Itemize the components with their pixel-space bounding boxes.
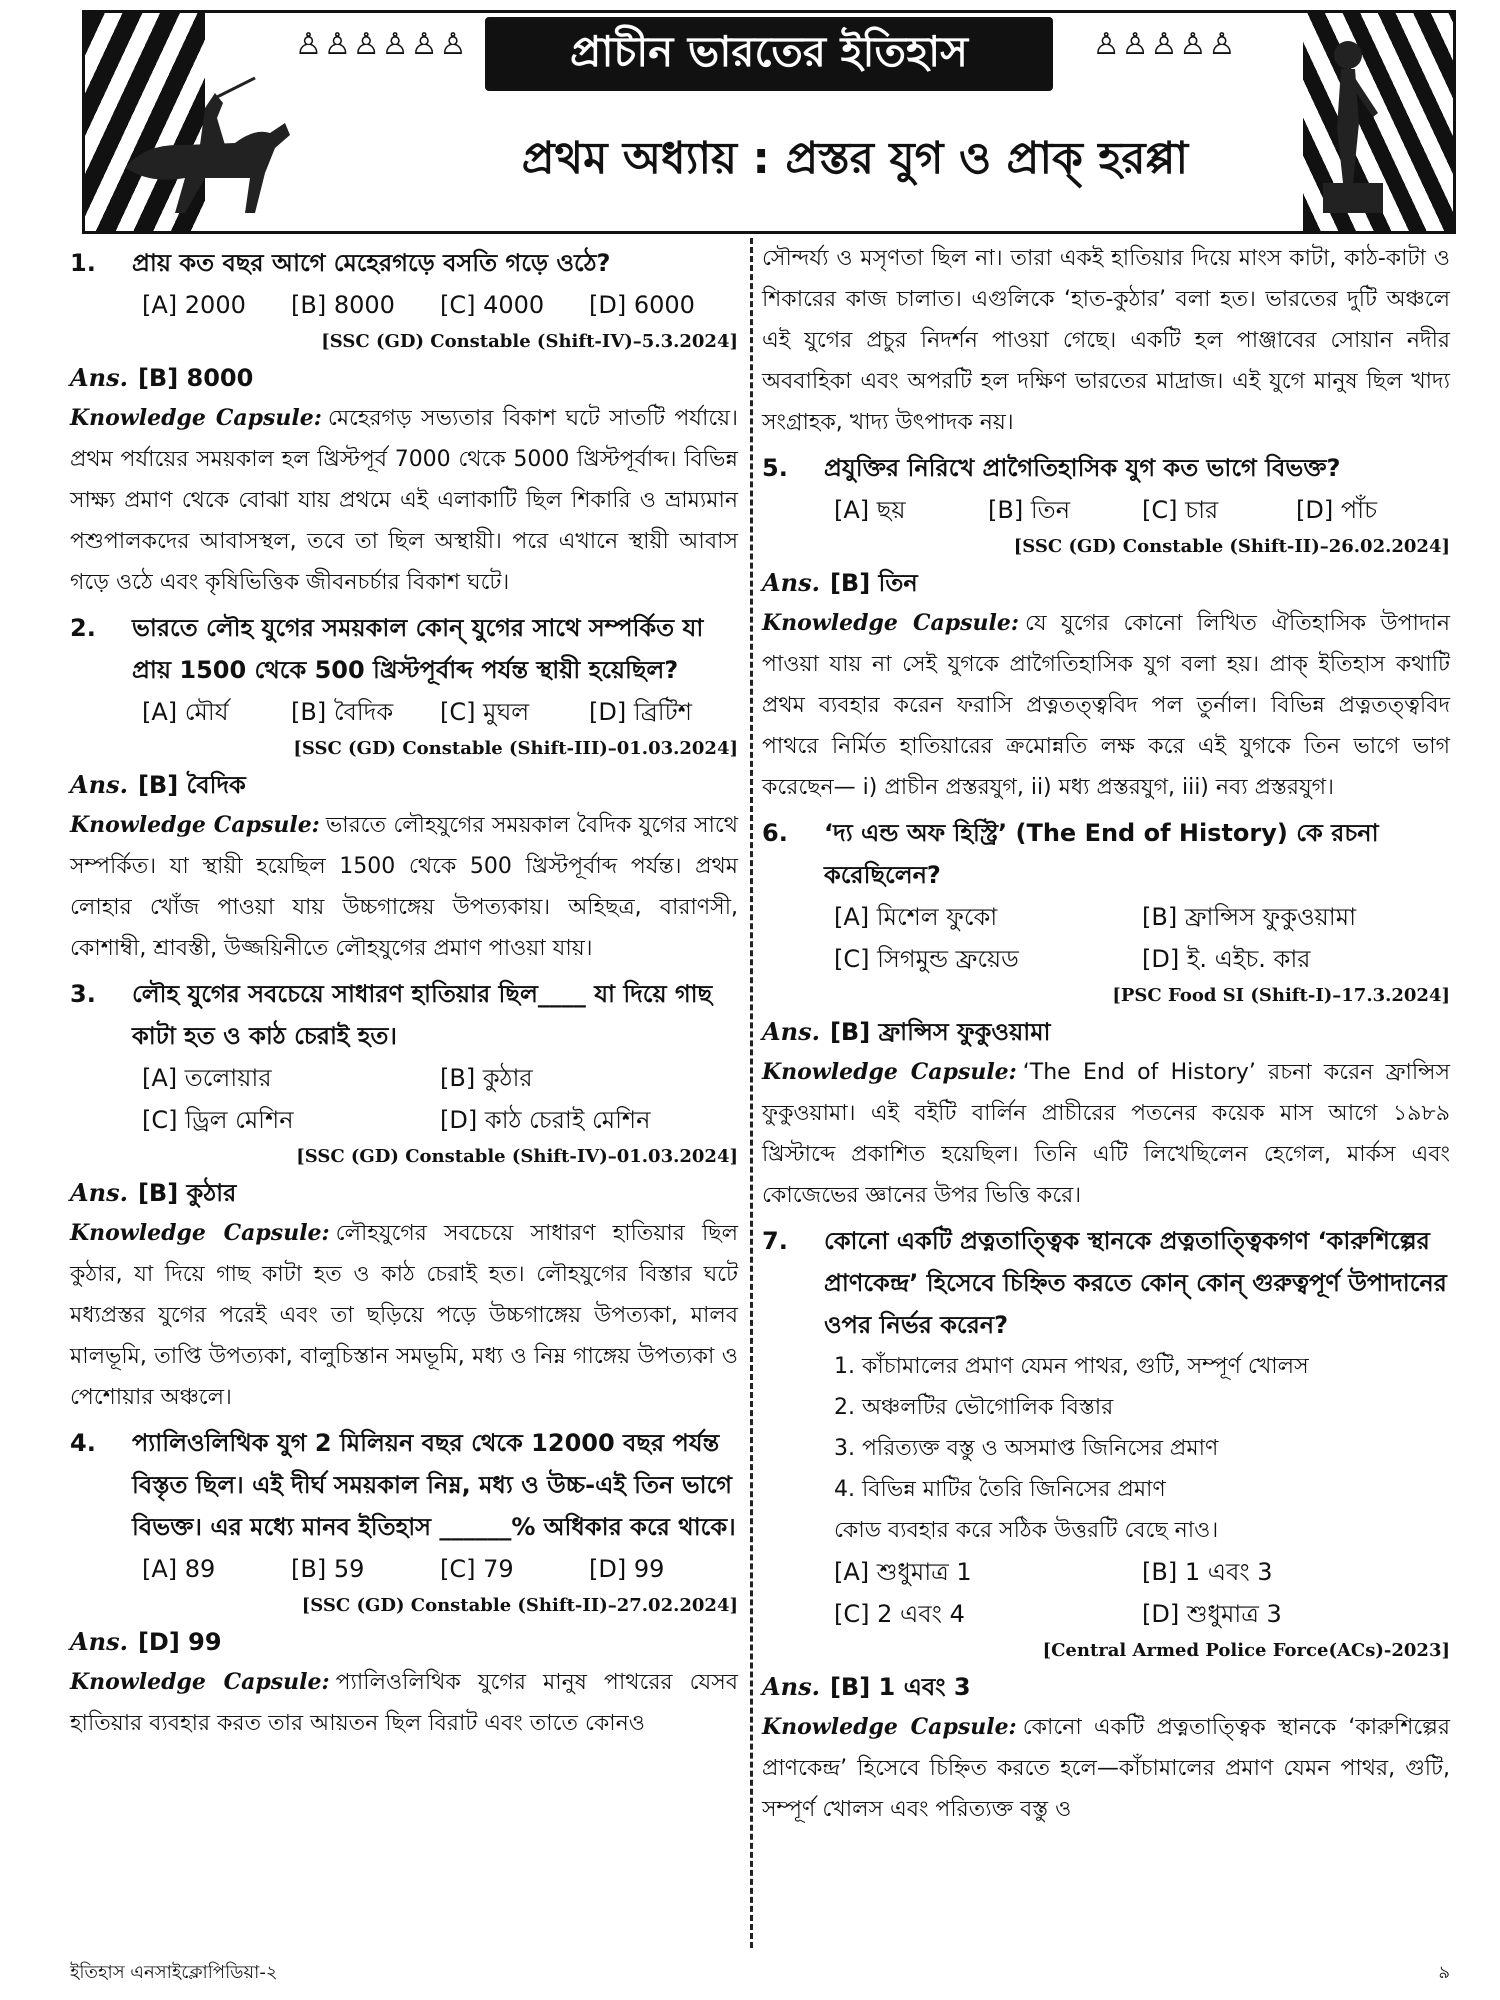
source-5: [SSC (GD) Constable (Shift-II)–26.02.2024] <box>1013 536 1450 557</box>
question-text: প্রযুক্তির নিরিখে প্রাগৈতিহাসিক যুগ কত ভাগে বিভক্ত? <box>824 454 1341 482</box>
statement-2: 2. অঞ্চলটির ভৌগোলিক বিস্তার <box>834 1395 1114 1420</box>
answer-2: Ans. [B] বৈদিক <box>70 770 246 799</box>
option-d: [D] কাঠ চেরাই মেশিন <box>440 1106 651 1134</box>
option-d: [D] ব্রিটিশ <box>589 698 692 726</box>
options-2 <box>142 691 738 733</box>
knowledge-capsule-4: Knowledge Capsule: প্যালিওলিথিক যুগের মানুষ পাথরের যেসব হাতিয়ার ব্যবহার করত তার আয়তন ছিল বিরাট এবং তাতে কোনও <box>70 1669 738 1736</box>
option-a: [A] মৌর্য <box>142 698 229 726</box>
options-5 <box>834 489 1450 531</box>
left-column <box>70 238 738 1948</box>
option-d: [D] পাঁচ <box>1296 496 1378 524</box>
options-6 <box>834 896 1450 980</box>
statement-4: 4. বিভিন্ন মাটির তৈরি জিনিসের প্রমাণ <box>834 1477 1166 1502</box>
knowledge-capsule-2: Knowledge Capsule: ভারতে লৌহযুগের সময়কাল বৈদিক যুগের সাথে সম্পর্কিত। যা স্থায়ী হয়েছিল 1500 থেকে 500 খ্রিস্টপূর্বাব্দ পর্যন্ত। প্রথম লোহার খোঁজ পাওয়া যায় উচ্চগাঙ্গেয় উপত্যকায়। অহিছত্র, বারাণসী, কোশাম্বী, শ্রাবস্তী, উজ্জয়িনীতে লৌহযুগের প্রমাণ পাওয়া যায়। <box>70 812 738 961</box>
question-text: লৌহ যুগের সবচেয়ে সাধারণ হাতিয়ার ছিল____ যা দিয়ে গাছ কাটা হত ও কাঠ চেরাই হত। <box>132 980 713 1050</box>
knowledge-capsule-4-continued: সৌন্দর্য্য ও মসৃণতা ছিল না। তারা একই হাতিয়ার দিয়ে মাংস কাটা, কাঠ-কাটা ও শিকারের কাজ চালাত। এগুলিকে ‘হাত-কুঠার’ বলা হত। ভারতের দুটি অঞ্চলে এই যুগের প্রচুর নিদর্শন পাওয়া গেছে। একটি হল পাঞ্জাবের সোয়ান নদীর অববাহিকা এবং অপরটি হল দক্ষিণ ভারতের মাদ্রাজ। এই যুগে মানুষ ছিল খাদ্য সংগ্রাহক, খাদ্য উৎপাদক নয়। <box>762 246 1450 435</box>
option-c: [C] 2 এবং 4 <box>834 1600 965 1628</box>
column-divider <box>750 238 753 1948</box>
statements-7 <box>834 1346 1450 1551</box>
source-3: [SSC (GD) Constable (Shift-IV)–01.03.2024] <box>296 1146 738 1167</box>
option-c: [C] ড্রিল মেশিন <box>142 1106 294 1134</box>
option-a: [A] 89 <box>142 1555 216 1583</box>
option-a: [A] 2000 <box>142 291 246 319</box>
question-text: ‘দ্য এন্ড অফ হিস্ট্রি’ (The End of History) কে রচনা করেছিলেন? <box>824 819 1379 889</box>
question-6: 6. ‘দ্য এন্ড অফ হিস্ট্রি’ (The End of History) কে রচনা করেছিলেন? <box>762 812 1450 896</box>
option-a: [A] ছয় <box>834 496 906 524</box>
option-a: [A] শুধুমাত্র 1 <box>834 1558 972 1586</box>
source-6: [PSC Food SI (Shift-I)–17.3.2024] <box>1112 985 1450 1006</box>
page-footer <box>70 1958 1450 1989</box>
option-b: [B] 1 এবং 3 <box>1142 1558 1273 1586</box>
options-1 <box>142 284 738 326</box>
question-7: 7. কোনো একটি প্রত্নতাত্ত্বিক স্থানকে প্রত্নতাত্ত্বিকগণ ‘কারুশিল্পের প্রাণকেন্দ্র’ হিসেবে চিহ্নিত করতে কোন্ কোন্ গুরুত্বপূর্ণ উপাদানের ওপর নির্ভর করেন? <box>762 1220 1450 1346</box>
knowledge-capsule-7: Knowledge Capsule: কোনো একটি প্রত্নতাত্ত্বিক স্থানকে ‘কারুশিল্পের প্রাণকেন্দ্র’ হিসেবে চিহ্নিত করতে হলে—কাঁচামালের প্রমাণ যেমন পাথর, গুটি, সম্পূর্ণ খোলস এবং পরিত্যক্ত বস্তু ও <box>762 1714 1450 1822</box>
option-c: [C] 4000 <box>440 291 545 319</box>
question-text: ভারতে লৌহ যুগের সময়কাল কোন্ যুগের সাথে সম্পর্কিত যা প্রায় 1500 থেকে 500 খ্রিস্টপূর্বাব্দ পর্যন্ত স্থায়ী হয়েছিল? <box>132 614 704 684</box>
option-d: [D] শুধুমাত্র 3 <box>1142 1600 1282 1628</box>
answer-4: Ans. [D] 99 <box>70 1627 222 1656</box>
option-a: [A] মিশেল ফুকো <box>834 903 998 931</box>
chapter-title: প্রথম অধ্যায় : প্রস্তর যুগ ও প্রাক্ হরপ্পা <box>521 132 1189 184</box>
answer-6: Ans. [B] ফ্রান্সিস ফুকুওয়ামা <box>762 1017 1051 1046</box>
banner-title: প্রাচীন ভারতের ইতিহাস <box>485 17 1053 91</box>
option-d: [D] 99 <box>589 1555 665 1583</box>
option-c: [C] 79 <box>440 1555 514 1583</box>
option-c: [C] চার <box>1142 496 1219 524</box>
page-number: ৯ <box>1438 1962 1450 1983</box>
option-b: [B] ফ্রান্সিস ফুকুওয়ামা <box>1142 903 1357 931</box>
answer-5: Ans. [B] তিন <box>762 568 918 597</box>
options-3 <box>142 1057 738 1141</box>
option-c: [C] সিগমুন্ড ফ্রয়েড <box>834 945 1019 973</box>
options-4 <box>142 1548 738 1590</box>
option-b: [B] বৈদিক <box>291 698 394 726</box>
option-b: [B] তিন <box>988 496 1071 524</box>
chapter-banner <box>82 10 1456 234</box>
source-7: [Central Armed Police Force(ACs)-2023] <box>1042 1640 1450 1661</box>
horse-rider-illustration <box>105 73 305 223</box>
question-text: প্যালিওলিথিক যুগ 2 মিলিয়ন বছর থেকে 12000 বছর পর্যন্ত বিস্তৃত ছিল। এই দীর্ঘ সময়কাল নিম্ন, মধ্য ও উচ্চ-এই তিন ভাগে বিভক্ত। এর মধ্যে মানব ইতিহাস ______% অধিকার করে থাকে। <box>132 1429 736 1541</box>
knowledge-capsule-5: Knowledge Capsule: যে যুগের কোনো লিখিত ঐতিহাসিক উপাদান পাওয়া যায় না সেই যুগকে প্রাগৈতিহাসিক যুগ বলা হয়। প্রাক্ ইতিহাস কথাটি প্রথম ব্যবহার করেন ফরাসি প্রত্নতত্ত্ববিদ পল তুর্নাল। বিভিন্ন প্রত্নতত্ত্ববিদ পাথরে নির্মিত হাতিয়ারের ক্রমোন্নতি লক্ষ করে এই যুগকে তিন ভাগে ভাগ করেছেন— i) প্রাচীন প্রস্তরযুগ, ii) মধ্য প্রস্তরযুগ, iii) নব্য প্রস্তরযুগ। <box>762 610 1450 800</box>
option-b: [B] 8000 <box>291 291 395 319</box>
code-instruction: কোড ব্যবহার করে সঠিক উত্তরটি বেছে নাও। <box>834 1518 1219 1543</box>
question-3: 3. লৌহ যুগের সবচেয়ে সাধারণ হাতিয়ার ছিল____ যা দিয়ে গাছ কাটা হত ও কাঠ চেরাই হত। <box>70 973 738 1057</box>
statement-3: 3. পরিত্যক্ত বস্তু ও অসমাপ্ত জিনিসের প্রমাণ <box>834 1436 1219 1461</box>
question-5: 5. প্রযুক্তির নিরিখে প্রাগৈতিহাসিক যুগ কত ভাগে বিভক্ত? <box>762 447 1450 489</box>
knowledge-capsule-6: Knowledge Capsule: ‘The End of History’ রচনা করেন ফ্রান্সিস ফুকুওয়ামা। এই বইটি বার্লিন প্রাচীরের পতনের কয়েক মাস আগে ১৯৮৯ খ্রিস্টাব্দে প্রকাশিত হয়েছিল। তিনি এটি লিখেছিলেন হেগেল, মার্কস এবং কোজেভের জ্ঞানের উপর ভিত্তি করে। <box>762 1059 1450 1208</box>
source-4: [SSC (GD) Constable (Shift-II)–27.02.2024] <box>301 1595 738 1616</box>
soldiers-illustration-right: ♙♙♙♙♙ <box>1092 27 1238 62</box>
option-d: [D] ই. এইচ. কার <box>1142 945 1311 973</box>
option-c: [C] মুঘল <box>440 698 530 726</box>
statement-1: 1. কাঁচামালের প্রমাণ যেমন পাথর, গুটি, সম্পূর্ণ খোলস <box>834 1354 1309 1379</box>
answer-7: Ans. [B] 1 এবং 3 <box>762 1672 971 1701</box>
soldiers-illustration-left: ♙♙♙♙♙♙ <box>295 27 469 62</box>
book-title: ইতিহাস এনসাইক্লোপিডিয়া-২ <box>70 1962 278 1983</box>
question-1: 1. প্রায় কত বছর আগে মেহেরগড়ে বসতি গড়ে ওঠে? <box>70 242 738 284</box>
question-text: প্রায় কত বছর আগে মেহেরগড়ে বসতি গড়ে ওঠে? <box>132 249 611 277</box>
options-7 <box>834 1551 1450 1635</box>
option-b: [B] 59 <box>291 1555 365 1583</box>
option-d: [D] 6000 <box>589 291 695 319</box>
question-2: 2. ভারতে লৌহ যুগের সময়কাল কোন্ যুগের সাথে সম্পর্কিত যা প্রায় 1500 থেকে 500 খ্রিস্টপূর্বাব্দ পর্যন্ত স্থায়ী হয়েছিল? <box>70 607 738 691</box>
knowledge-capsule-3: Knowledge Capsule: লৌহযুগের সবচেয়ে সাধারণ হাতিয়ার ছিল কুঠার, যা দিয়ে গাছ কাটা হত ও কাঠ চেরাই হত। লৌহযুগের বিস্তার ঘটে মধ্যপ্রস্তর যুগের পরেই এবং তা ছড়িয়ে পড়ে উচ্চগাঙ্গেয় উপত্যকা, মালব মালভূমি, তাপ্তি উপত্যকা, বালুচিস্তান সমভূমি, মধ্য ও নিম্ন গাঙ্গেয় উপত্যকা ও পেশোয়ার অঞ্চলে। <box>70 1220 738 1410</box>
option-b: [B] কুঠার <box>440 1064 533 1092</box>
answer-3: Ans. [B] কুঠার <box>70 1178 237 1207</box>
option-a: [A] তলোয়ার <box>142 1064 272 1092</box>
question-text: কোনো একটি প্রত্নতাত্ত্বিক স্থানকে প্রত্নতাত্ত্বিকগণ ‘কারুশিল্পের প্রাণকেন্দ্র’ হিসেবে চিহ্নিত করতে কোন্ কোন্ গুরুত্বপূর্ণ উপাদানের ওপর নির্ভর করেন? <box>824 1227 1447 1339</box>
right-column <box>762 238 1450 1948</box>
knowledge-capsule-1: Knowledge Capsule: মেহেরগড় সভ্যতার বিকাশ ঘটে সাতটি পর্যায়ে। প্রথম পর্যায়ের সময়কাল হল খ্রিস্টপূর্ব 7000 থেকে 5000 খ্রিস্টপূর্বাব্দ। বিভিন্ন সাক্ষ্য প্রমাণ থেকে বোঝা যায় প্রথমে এই এলাকাটি ছিল শিকারি ও ভ্রাম্যমান পশুপালকদের আবাসস্থল, তবে তা ছিল অস্থায়ী। পরে এখানে স্থায়ী আবাস গড়ে ওঠে এবং কৃষিভিত্তিক জীবনচর্চার বিকাশ ঘটে। <box>70 405 738 595</box>
answer-1: Ans. [B] 8000 <box>70 363 254 392</box>
source-2: [SSC (GD) Constable (Shift-III)–01.03.2024] <box>293 738 738 759</box>
source-1: [SSC (GD) Constable (Shift-IV)–5.3.2024] <box>321 331 738 352</box>
question-4: 4. প্যালিওলিথিক যুগ 2 মিলিয়ন বছর থেকে 12000 বছর পর্যন্ত বিস্তৃত ছিল। এই দীর্ঘ সময়কাল নিম্ন, মধ্য ও উচ্চ-এই তিন ভাগে বিভক্ত। এর মধ্যে মানব ইতিহাস ______% অধিকার করে থাকে। <box>70 1422 738 1548</box>
